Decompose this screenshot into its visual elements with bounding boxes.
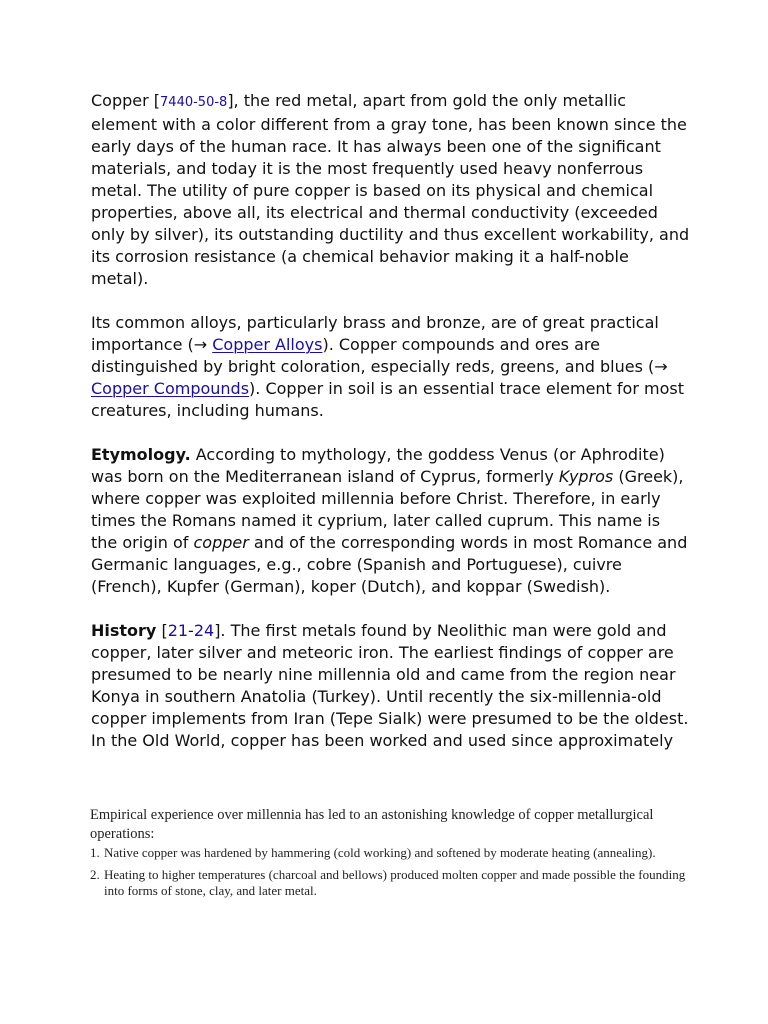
p4-text-a: [ <box>156 621 168 640</box>
p3-text-a: According to mythology, the goddess Venus (or Aphrodite) was born on the Mediterranean island of Cyprus, formerly <box>91 445 665 486</box>
list-item-text: Heating to higher temperatures (charcoal and bellows) produced molten copper and made possible the founding into forms of stone, clay, and later metal. <box>104 866 686 898</box>
article-body <box>91 90 691 774</box>
list-item <box>90 845 690 862</box>
p4-text-b: ]. The first metals found by Neolithic man were gold and copper, later silver and meteoric iron. The earliest findings of copper are presumed to be nearly nine millennia old and came from the region near Konya in southern Anatolia (Turkey). Until recently the six-millennia-old copper implements from Iran (Tepe Sialk) were presumed to be the oldest. In the Old World, copper has been worked and used since approximately <box>91 621 689 750</box>
reference-dash: - <box>188 621 194 640</box>
list-item-number: 1. <box>90 845 100 860</box>
etymology-paragraph <box>91 444 691 598</box>
copper-alloys-link[interactable]: Copper Alloys <box>212 335 323 354</box>
metallurgy-list <box>90 845 690 900</box>
p3-text-b: (Greek), where copper was exploited millennia before Christ. Therefore, in early times the Romans named it cyprium, later called cuprum. This name is the origin of <box>91 467 684 552</box>
list-item <box>90 867 690 900</box>
copper-term: copper <box>193 533 249 552</box>
metallurgy-section <box>90 806 690 905</box>
metallurgy-intro: Empirical experience over millennia has led to an astonishing knowledge of copper metallurgical operations: <box>90 807 654 842</box>
list-item-text: Native copper was hardened by hammering (cold working) and softened by moderate heating (annealing). <box>104 845 656 860</box>
etymology-heading: Etymology. <box>91 445 191 464</box>
history-heading: History <box>91 621 157 640</box>
copper-compounds-link[interactable]: Copper Compounds <box>91 379 250 398</box>
p1-text-b: ], the red metal, apart from gold the only metallic element with a color different from a gray tone, has been known since the early days of the human race. It has always been one of the significant materials, and today it is the most frequently used heavy nonferrous metal. The utility of pure copper is based on its physical and chemical properties, above all, its electrical and thermal conductivity (exceeded only by silver), its outstanding ductility and thus excellent workability, and its corrosion resistance (a chemical behavior making it a half-noble metal). <box>91 91 690 288</box>
p1-text-a: Copper [ <box>91 91 161 110</box>
p2-text-b: ). Copper compounds and ores are distinguished by bright coloration, especially reds, greens, and blues (→ <box>91 335 668 376</box>
list-item-number: 2. <box>90 866 100 882</box>
p2-text-c: ). Copper in soil is an essential trace element for most creatures, including humans. <box>91 379 684 420</box>
history-paragraph <box>91 620 691 752</box>
reference-link-24[interactable]: 24 <box>193 621 215 640</box>
cas-number-link[interactable]: 7440-50-8 <box>160 95 228 110</box>
kypros-term: Kypros <box>558 467 614 486</box>
p3-text-c: and of the corresponding words in most Romance and Germanic languages, e.g., cobre (Spanish and Portuguese), cuivre (French), Kupfer (German), koper (Dutch), and koppar (Swedish). <box>91 533 688 596</box>
intro-paragraph <box>91 90 691 290</box>
alloys-paragraph <box>91 312 691 422</box>
p2-text-a: Its common alloys, particularly brass and bronze, are of great practical importance (→ <box>91 313 659 354</box>
reference-link-21[interactable]: 21 <box>167 621 189 640</box>
